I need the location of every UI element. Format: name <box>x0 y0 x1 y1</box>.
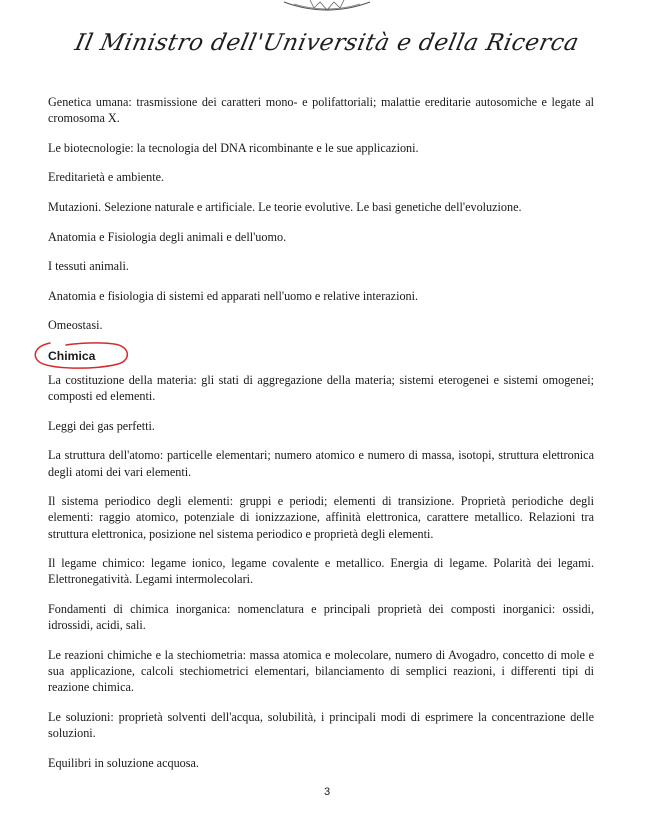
paragraph: Anatomia e fisiologia di sistemi ed apparati nell'uomo e relative interazioni. <box>48 288 419 303</box>
paragraph: Anatomia e Fisiologia degli animali e dell'uomo. <box>48 229 287 244</box>
paragraph: Le soluzioni: proprietà solventi dell'acqua, solubilità, i principali modi di esprimere la concentrazione delle soluzioni. <box>48 709 594 740</box>
paragraph: Fondamenti di chimica inorganica: nomenclatura e principali proprietà dei composti inorganici: ossidi, idrossidi, acidi, sali. <box>48 601 594 633</box>
paragraphs-after <box>48 372 594 771</box>
paragraph: Mutazioni. Selezione naturale e artificiale. Le teorie evolutive. Le basi genetiche dell'evoluzione. <box>48 199 522 214</box>
paragraph: La costituzione della materia: gli stati di aggregazione della materia; sistemi eterogenei e sistemi omogenei; composti ed elementi. <box>48 372 594 404</box>
section-heading <box>48 348 95 364</box>
letterhead-title: Il Ministro dell'Università e della Ricerca <box>72 30 582 56</box>
section-heading-text: Chimica <box>48 348 96 363</box>
paragraph: Genetica umana: trasmissione dei caratteri mono- e polifattoriali; malattie ereditarie autosomiche e legate al cromosoma X. <box>48 95 594 126</box>
paragraph: Le biotecnologie: la tecnologia del DNA ricombinante e le sue applicazioni. <box>48 140 419 155</box>
paragraph: Ereditarietà e ambiente. <box>48 170 165 185</box>
document-body <box>48 94 594 784</box>
paragraph: Le reazioni chimiche e la stechiometria: massa atomica e molecolare, numero di Avogadro, concetto di mole e sua applicazione, calcoli stechiometrici elementari, bilanciamento di semplici reazioni, i differenti tipi di reazione chimica. <box>48 647 594 695</box>
paragraph: Il sistema periodico degli elementi: gruppi e periodi; elementi di transizione. Proprietà periodiche degli elementi: raggio atomico, potenziale di ionizzazione, affinità elettronica, carattere metallico. Relazioni tra struttura elettronica, posizione nel sistema periodico e proprietà degli elementi. <box>48 494 594 541</box>
paragraph: Omeostasi. <box>48 318 103 333</box>
ministry-emblem-icon <box>280 0 374 14</box>
page-number: 3 <box>323 786 331 798</box>
paragraph: I tessuti animali. <box>48 259 129 274</box>
paragraphs-before <box>48 94 594 334</box>
paragraph: Il legame chimico: legame ionico, legame covalente e metallico. Energia di legame. Polarità dei legami. Elettronegatività. Legami intermolecolari. <box>48 556 594 587</box>
paragraph: La struttura dell'atomo: particelle elementari; numero atomico e numero di massa, isotopi, struttura elettronica degli atomi dei vari elementi. <box>48 448 594 479</box>
paragraph: Leggi dei gas perfetti. <box>48 418 155 433</box>
paragraph: Equilibri in soluzione acquosa. <box>48 755 199 770</box>
